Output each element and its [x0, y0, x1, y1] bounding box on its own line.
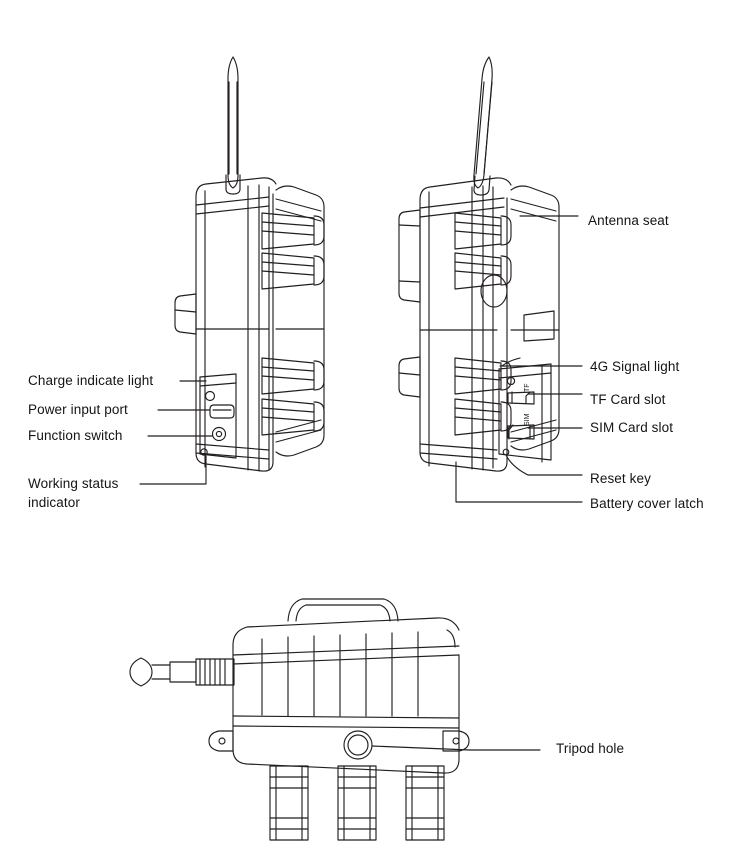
callout-function-switch: Function switch — [28, 428, 123, 443]
callout-working-status-indicator-line1: Working status — [28, 476, 119, 491]
callout-4g-signal-light: 4G Signal light — [590, 359, 680, 374]
callout-charge-indicate-light: Charge indicate light — [28, 373, 154, 388]
callout-reset-key: Reset key — [590, 471, 651, 486]
callout-power-input-port: Power input port — [28, 402, 128, 417]
sim-slot-marking: SIM — [524, 413, 531, 426]
left-side-view-art — [175, 57, 324, 471]
leader-reset — [506, 455, 582, 475]
callout-sim-card-slot: SIM Card slot — [590, 420, 674, 435]
bottom-view-art — [130, 599, 469, 840]
callout-tf-card-slot: TF Card slot — [590, 392, 666, 407]
right-side-view-art — [399, 57, 559, 471]
tf-slot-marking: TF — [524, 383, 531, 392]
callout-battery-cover-latch: Battery cover latch — [590, 496, 704, 511]
callout-antenna-seat: Antenna seat — [588, 213, 669, 228]
leader-lines — [140, 216, 582, 750]
callout-tripod-hole: Tripod hole — [556, 741, 625, 756]
leader-tripod-inner — [372, 746, 470, 750]
callout-working-status-indicator-line2: indicator — [28, 495, 80, 510]
leader-working-status — [140, 456, 206, 484]
